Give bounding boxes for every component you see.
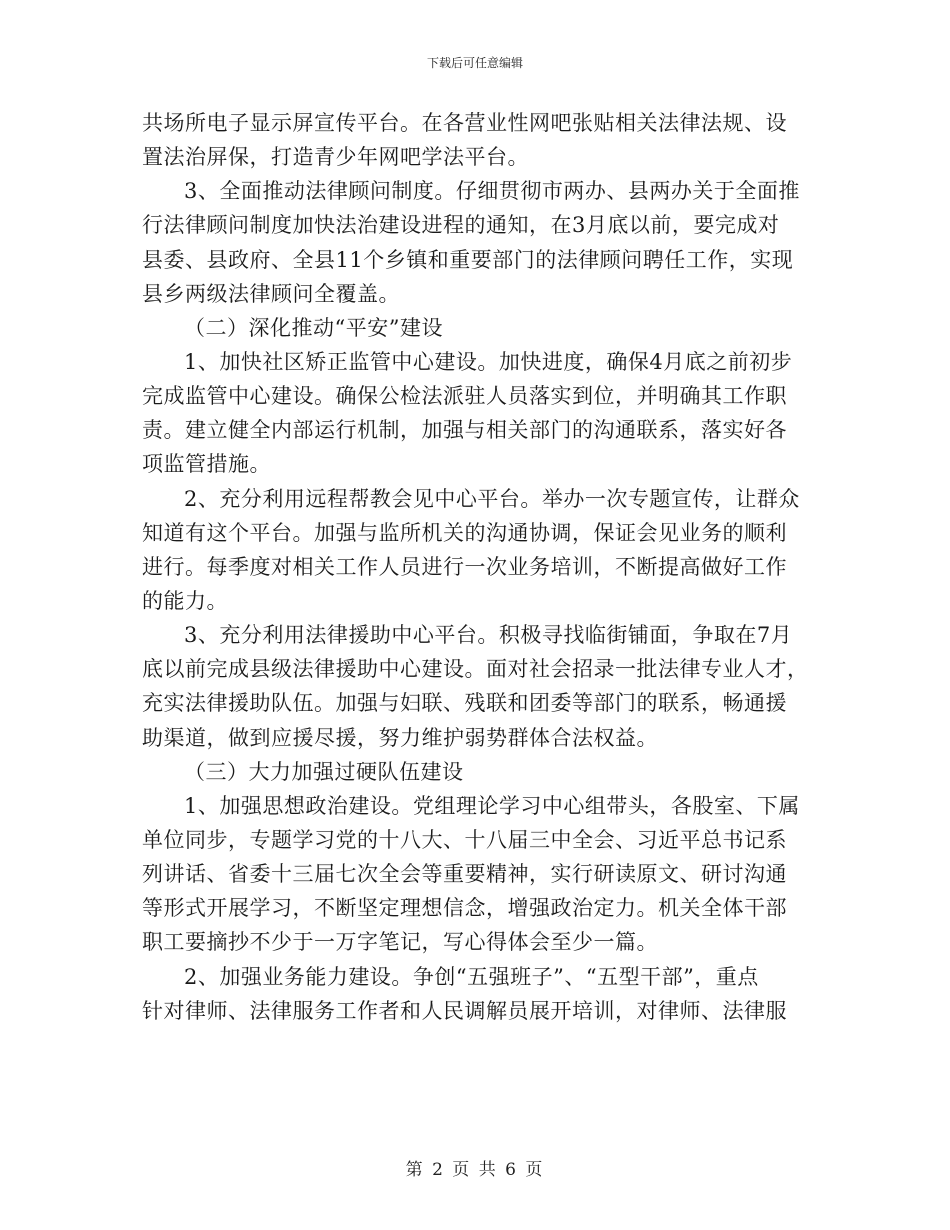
text-line: 行法律顾问制度加快法治建设进程的通知，在3月底以前，要完成对: [142, 213, 780, 238]
text-line: 1、加快社区矫正监管中心建设。加快进度，确保4月底之前初步: [184, 349, 793, 374]
text-line: 完成监管中心建设。确保公检法派驻人员落实到位，并明确其工作职: [142, 384, 787, 409]
document-body: [142, 106, 810, 1028]
page-header: 下载后可任意编辑: [426, 56, 523, 70]
text-line: 底以前完成县级法律援助中心建设。面对社会招录一批法律专业人才，: [142, 657, 809, 682]
text-line: 单位同步，专题学习党的十八大、十八届三中全会、习近平总书记系: [142, 827, 787, 852]
text-line: 共场所电子显示屏宣传平台。在各营业性网吧张贴相关法律法规、设: [142, 111, 787, 135]
text-line: 置法治屏保，打造青少年网吧学法平台。: [142, 145, 529, 170]
text-line: 的能力。: [142, 588, 228, 613]
text-line: 县乡两级法律顾问全覆盖。: [142, 281, 400, 306]
text-line: 针对律师、法律服务工作者和人民调解员展开培训，对律师、法律服: [142, 998, 787, 1023]
text-line: 1、加强思想政治建设。党组理论学习中心组带头，各股室、下属: [184, 793, 800, 818]
text-line: 项监管措施。: [142, 452, 271, 477]
text-line: 2、加强业务能力建设。争创“五强班子”、“五型干部”，重点: [184, 964, 759, 989]
text-line: 等形式开展学习，不断坚定理想信念，增强政治定力。机关全体干部: [142, 896, 787, 921]
text-line: 2、充分利用远程帮教会见中心平台。举办一次专题宣传，让群众: [184, 486, 800, 511]
text-line: （二）深化推动“平安”建设: [184, 315, 443, 340]
page-footer: 第 2 页 共 6 页: [405, 1160, 545, 1180]
text-line: 列讲话、省委十三届七次全会等重要精神，实行研读原文、研讨沟通: [142, 862, 787, 887]
text-line: （三）大力加强过硬队伍建设: [184, 759, 464, 784]
text-line: 职工要摘抄不少于一万字笔记，写心得体会至少一篇。: [142, 930, 658, 955]
text-line: 3、充分利用法律援助中心平台。积极寻找临街铺面，争取在7月: [184, 623, 793, 648]
text-line: 3、全面推动法律顾问制度。仔细贯彻市两办、县两办关于全面推: [184, 179, 800, 204]
text-line: 县委、县政府、全县11个乡镇和重要部门的法律顾问聘任工作，实现: [142, 247, 794, 272]
text-line: 责。建立健全内部运行机制，加强与相关部门的沟通联系，落实好各: [142, 418, 787, 443]
text-line: 进行。每季度对相关工作人员进行一次业务培训，不断提高做好工作: [142, 554, 787, 579]
text-line: 知道有这个平台。加强与监所机关的沟通协调，保证会见业务的顺利: [142, 520, 787, 545]
text-line: 充实法律援助队伍。加强与妇联、残联和团委等部门的联系，畅通援: [142, 691, 787, 716]
text-line: 助渠道，做到应援尽援，努力维护弱势群体合法权益。: [142, 725, 658, 750]
